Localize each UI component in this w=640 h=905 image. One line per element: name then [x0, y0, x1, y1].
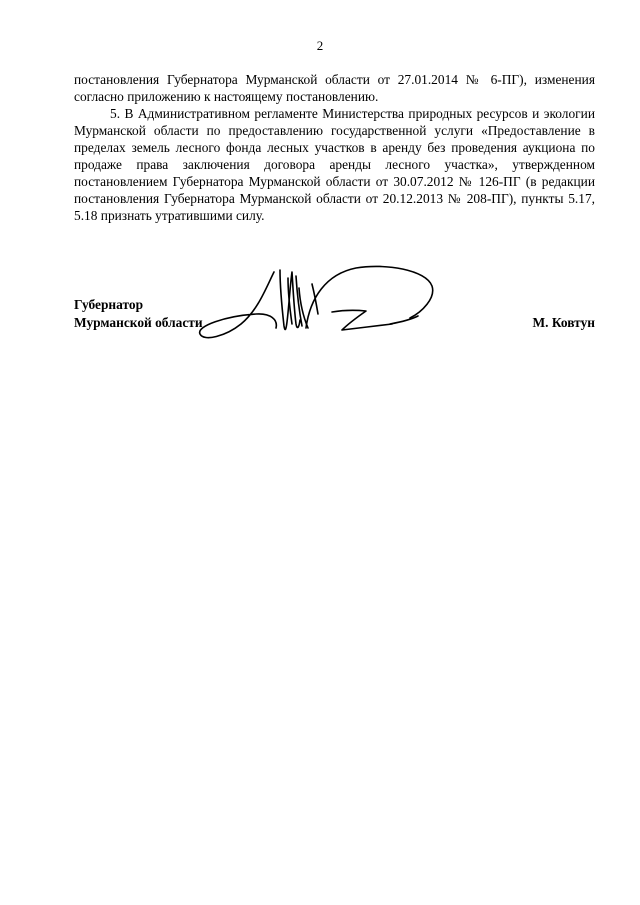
page-number: 2: [316, 38, 324, 53]
paragraph-continuation: постановления Губернатора Мурманской области от 27.01.2014 № 6-ПГ), изменения согласно приложению к настоящему постановлению.: [74, 72, 595, 104]
signatory-title-line1: Губернатор: [74, 297, 144, 312]
paragraph-item-5: 5. В Административном регламенте Министерства природных ресурсов и экологии Мурманской области по предоставлению государственной услуги «Предоставление в пределах земель лесного фонда лесных участков в аренду без проведения аукциона по продаже права заключения договора аренды лесного участка», утвержденном постановлением Губернатора Мурманской области от 30.07.2012 № 126-ПГ (в редакции постановления Губернатора Мурманской области от 20.12.2013 № 208-ПГ), пункты 5.17, 5.18 признать утратившими силу.: [74, 106, 595, 223]
signatory-name: М. Ковтун: [532, 315, 595, 330]
handwritten-signature-icon: [196, 258, 446, 358]
signatory-title-line2: Мурманской области: [74, 315, 203, 330]
document-body: [74, 71, 595, 224]
